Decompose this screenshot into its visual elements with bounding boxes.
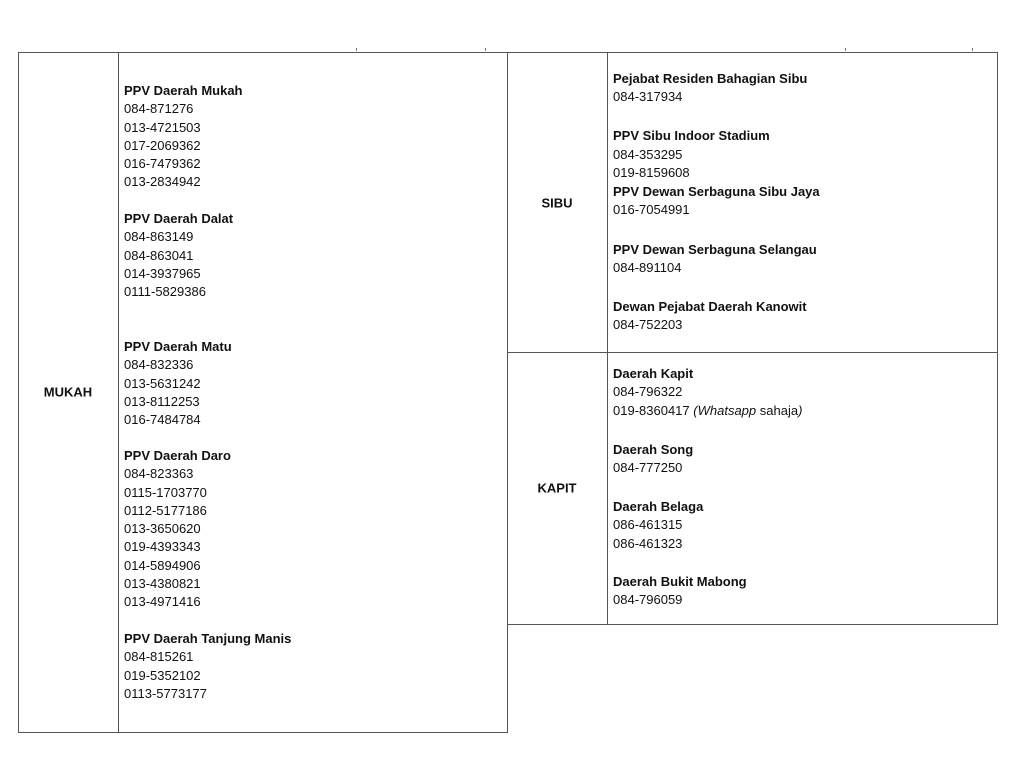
phone-number: 0115-1703770 bbox=[124, 484, 207, 500]
office-name: Daerah Song bbox=[613, 442, 694, 457]
phone-number: 013-4971416 bbox=[124, 594, 201, 610]
phone-number: 0112-5177186 bbox=[124, 502, 207, 518]
phone-number: 086-461315 bbox=[613, 517, 683, 533]
phone-number: 084-353295 bbox=[613, 146, 683, 162]
whatsapp-note-open: ( bbox=[693, 402, 698, 418]
contact-entry bbox=[613, 127, 820, 183]
tick-mark bbox=[356, 48, 357, 51]
region-label-sibu: SIBU bbox=[541, 195, 573, 211]
whatsapp-note-rest: sahaja bbox=[756, 402, 799, 418]
phone-number: 013-5631242 bbox=[124, 375, 201, 391]
mukah-entries bbox=[124, 447, 231, 612]
office-name: Daerah Bukit Mabong bbox=[613, 574, 747, 589]
contact-entry bbox=[613, 298, 807, 335]
tick-mark bbox=[845, 48, 846, 51]
phone-number: 084-796322 bbox=[613, 384, 683, 400]
tick-mark bbox=[485, 48, 486, 51]
office-name: PPV Daerah Mukah bbox=[124, 83, 243, 98]
phone-number: 084-815261 bbox=[124, 649, 194, 665]
office-name: Daerah Belaga bbox=[613, 499, 704, 514]
contact-entry bbox=[613, 573, 747, 610]
phone-number: 016-7484784 bbox=[124, 412, 201, 428]
phone-number: 013-8112253 bbox=[124, 393, 200, 409]
office-name: PPV Daerah Tanjung Manis bbox=[124, 631, 292, 646]
office-name: Dewan Pejabat Daerah Kanowit bbox=[613, 299, 807, 314]
contact-entry bbox=[613, 183, 820, 220]
office-name: PPV Sibu Indoor Stadium bbox=[613, 128, 770, 143]
phone-number: 019-4393343 bbox=[124, 539, 201, 555]
phone-number: 014-5894906 bbox=[124, 557, 201, 573]
phone-number: 084-863149 bbox=[124, 229, 194, 245]
mukah-entries bbox=[124, 210, 233, 301]
sibu-entries bbox=[613, 241, 817, 278]
phone-number: 0111-5829386 bbox=[124, 284, 206, 300]
column-divider bbox=[118, 53, 119, 732]
contact-entry bbox=[124, 338, 232, 429]
kapit-entries bbox=[613, 365, 802, 420]
contact-entry bbox=[124, 82, 243, 192]
office-name: PPV Dewan Serbaguna Selangau bbox=[613, 242, 817, 257]
sibu-entries bbox=[613, 70, 807, 107]
phone-number: 084-777250 bbox=[613, 460, 683, 476]
phone-number: 013-3650620 bbox=[124, 521, 201, 537]
phone-number: 016-7054991 bbox=[613, 202, 690, 218]
contact-entry bbox=[613, 365, 802, 420]
office-name: PPV Daerah Dalat bbox=[124, 211, 234, 226]
office-name: PPV Daerah Daro bbox=[124, 448, 231, 463]
phone-number: 014-3937965 bbox=[124, 265, 201, 281]
tick-mark bbox=[972, 48, 973, 51]
region-label-kapit: KAPIT bbox=[537, 480, 577, 496]
contact-entry bbox=[124, 210, 233, 301]
phone-number: 017-2069362 bbox=[124, 137, 201, 153]
phone-number: 086-461323 bbox=[613, 535, 683, 551]
phone-number: 084-863041 bbox=[124, 247, 194, 263]
kapit-entries bbox=[613, 573, 747, 610]
row-divider bbox=[508, 352, 997, 353]
sibu-entries bbox=[613, 298, 807, 335]
phone-number: 0113-5773177 bbox=[124, 685, 207, 701]
contact-entry bbox=[613, 498, 703, 553]
contact-entry bbox=[124, 447, 231, 612]
phone-number: 084-832336 bbox=[124, 357, 194, 373]
phone-number: 019-8159608 bbox=[613, 165, 690, 181]
phone-number: 013-2834942 bbox=[124, 174, 201, 190]
phone-number: 084-871276 bbox=[124, 101, 194, 117]
kapit-entries bbox=[613, 498, 703, 553]
mukah-entries bbox=[124, 630, 291, 703]
office-name: PPV Daerah Matu bbox=[124, 339, 232, 354]
phone-number: 019-5352102 bbox=[124, 667, 201, 683]
contact-entry bbox=[124, 630, 291, 703]
contact-entry bbox=[613, 241, 817, 278]
phone-number: 084-823363 bbox=[124, 466, 194, 482]
office-name: PPV Dewan Serbaguna Sibu Jaya bbox=[613, 183, 820, 199]
mukah-entries bbox=[124, 82, 243, 192]
whatsapp-note: Whatsapp bbox=[697, 402, 757, 418]
office-name: Daerah Kapit bbox=[613, 366, 694, 381]
mukah-entries bbox=[124, 338, 232, 429]
phone-number: 016-7479362 bbox=[124, 156, 201, 172]
office-name: Pejabat Residen Bahagian Sibu bbox=[613, 71, 808, 86]
sibu-entries bbox=[613, 127, 820, 220]
kapit-entries bbox=[613, 441, 693, 478]
phone-number-whatsapp bbox=[613, 402, 802, 420]
phone-number: 084-891104 bbox=[613, 260, 682, 276]
phone-number: 084-752203 bbox=[613, 317, 683, 333]
whatsapp-note-close: ) bbox=[798, 402, 803, 418]
phone-number: 084-796059 bbox=[613, 592, 683, 608]
phone-number: 013-4380821 bbox=[124, 576, 201, 592]
region-label-mukah: MUKAH bbox=[43, 384, 93, 400]
phone-number: 084-317934 bbox=[613, 89, 683, 105]
contact-entry bbox=[613, 70, 807, 107]
phone-number: 019-8360417 bbox=[613, 402, 690, 418]
phone-number: 013-4721503 bbox=[124, 119, 201, 135]
contact-entry bbox=[613, 441, 693, 478]
column-divider bbox=[607, 53, 608, 624]
